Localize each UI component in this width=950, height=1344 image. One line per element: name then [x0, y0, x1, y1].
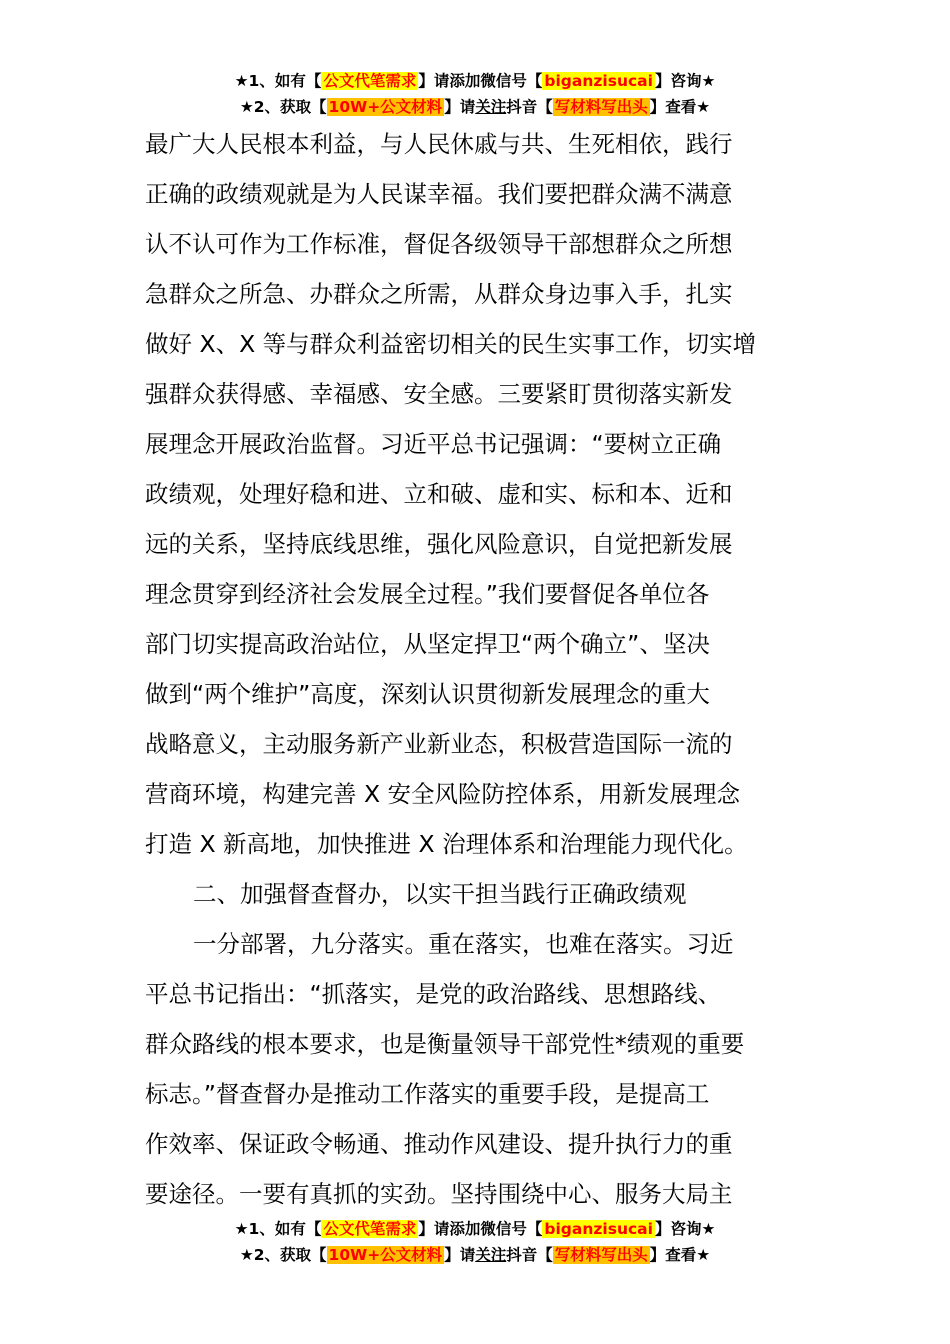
promo-douyin-id: 写材料写出头 [554, 98, 648, 116]
promo-emphasis: 添加 [449, 72, 481, 90]
promo-wechat-id: biganzisucai [544, 72, 653, 90]
promo-douyin-id: 写材料写出头 [554, 1246, 648, 1264]
body-line: 理念贯穿到经济社会发展全过程。”我们要督促各单位各 [145, 580, 710, 608]
body-line: 政绩观，处理好稳和进、立和破、虚和实、标和本、近和 [145, 480, 733, 508]
body-line: 最广大人民根本利益，与人民休戚与共、生死相依，践行 [145, 130, 733, 158]
promo-text: ★1、如有【 [234, 1220, 322, 1238]
body-line: 做到“两个维护”高度，深刻认识贯彻新发展理念的重大 [145, 680, 710, 708]
promo-emphasis: 关注 [475, 1246, 507, 1264]
promo-text: ★2、获取【 [239, 98, 327, 116]
promo-emphasis: 添加 [449, 1220, 481, 1238]
promo-line-2 [0, 1242, 950, 1268]
promo-highlight: 公文代笔需求 [323, 72, 417, 90]
promo-emphasis: 关注 [475, 98, 507, 116]
body-line: 标志。”督查督办是推动工作落实的重要手段，是提高工 [145, 1080, 710, 1108]
body-line: 部门切实提高政治站位，从坚定捍卫“两个确立”、坚决 [145, 630, 710, 658]
body-line: 群众路线的根本要求，也是衡量领导干部党性*绩观的重要 [145, 1030, 745, 1058]
promo-text: 微信号【 [480, 72, 543, 90]
promo-highlight: 公文代笔需求 [323, 1220, 417, 1238]
body-line: 打造 X 新高地，加快推进 X 治理体系和治理能力现代化。 [145, 830, 748, 858]
promo-text: 抖音【 [506, 1246, 553, 1264]
promo-text: 】请 [418, 1220, 450, 1238]
promo-highlight: 10W+公文材料 [328, 1246, 443, 1264]
promo-text: 】请 [444, 1246, 476, 1264]
promo-line-1 [0, 1216, 950, 1242]
body-line: 一分部署，九分落实。重在落实，也难在落实。习近 [193, 930, 734, 958]
promo-text: 】查看★ [649, 1246, 711, 1264]
body-line: 平总书记指出：“抓落实，是党的政治路线、思想路线、 [145, 980, 722, 1008]
body-line: 远的关系，坚持底线思维，强化风险意识，自觉把新发展 [145, 530, 733, 558]
body-line: 作效率、保证政令畅通、推动作风建设、提升执行力的重 [145, 1130, 733, 1158]
promo-text: 】咨询★ [654, 1220, 716, 1238]
promo-text: 】查看★ [649, 98, 711, 116]
body-line: 正确的政绩观就是为人民谋幸福。我们要把群众满不满意 [145, 180, 733, 208]
promo-text: 】请 [418, 72, 450, 90]
promo-text: ★1、如有【 [234, 72, 322, 90]
body-line: 战略意义，主动服务新产业新业态，积极营造国际一流的 [145, 730, 733, 758]
promo-text: 微信号【 [480, 1220, 543, 1238]
body-line: 认不认可作为工作标准，督促各级领导干部想群众之所想 [145, 230, 733, 258]
promo-highlight: 10W+公文材料 [328, 98, 443, 116]
section-heading: 二、加强督查督办，以实干担当践行正确政绩观 [193, 880, 687, 908]
promo-text: ★2、获取【 [239, 1246, 327, 1264]
body-line: 营商环境，构建完善 X 安全风险防控体系，用新发展理念 [145, 780, 741, 808]
bottom-promo-banner [0, 1216, 950, 1268]
body-line: 做好 X、X 等与群众利益密切相关的民生实事工作，切实增 [145, 330, 757, 358]
body-line: 要途径。一要有真抓的实劲。坚持围绕中心、服务大局主 [145, 1180, 733, 1208]
promo-text: 】请 [444, 98, 476, 116]
promo-text: 】咨询★ [654, 72, 716, 90]
body-line: 强群众获得感、幸福感、安全感。三要紧盯贯彻落实新发 [145, 380, 733, 408]
promo-text: 抖音【 [506, 98, 553, 116]
body-line: 展理念开展政治监督。习近平总书记强调：“要树立正确 [145, 430, 722, 458]
body-line: 急群众之所急、办群众之所需，从群众身边事入手，扎实 [145, 280, 733, 308]
promo-wechat-id: biganzisucai [544, 1220, 653, 1238]
